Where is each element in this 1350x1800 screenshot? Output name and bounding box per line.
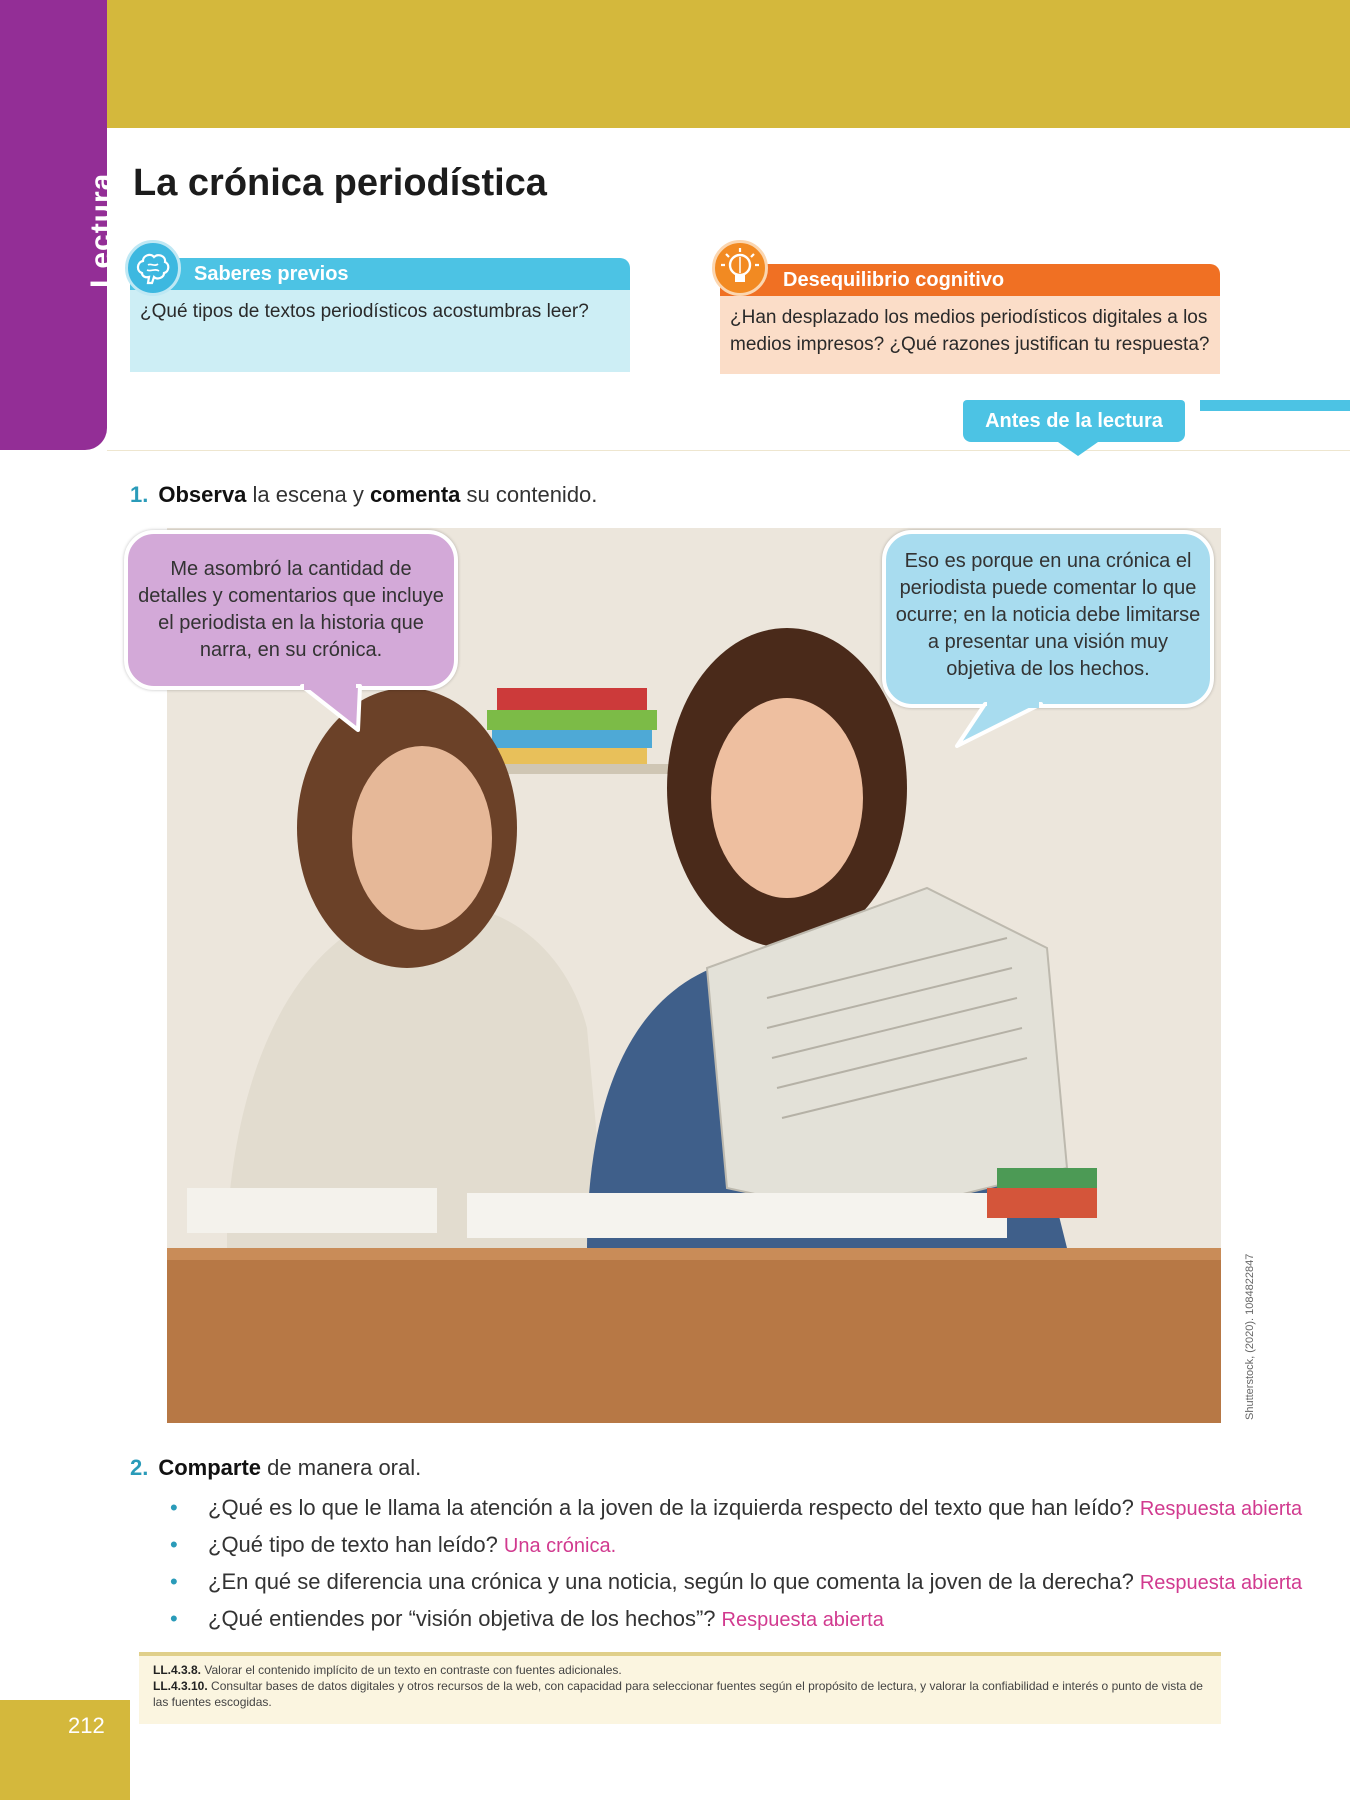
curriculum-code: LL.4.3.8. [153,1663,202,1677]
page-number: 212 [68,1713,105,1738]
desequilibrio-text: ¿Han desplazado los medios periodísticos digitales a los medios impresos? ¿Qué razones justifican tu respuesta? [720,296,1220,374]
curriculum-line [153,1662,1207,1678]
saberes-heading: Saberes previos [130,258,630,290]
speech-bubble-left-tail [300,684,370,734]
list-item [170,1527,1302,1564]
desequilibrio-heading: Desequilibrio cognitivo [720,264,1220,296]
saberes-text: ¿Qué tipos de textos periodísticos acostumbras leer? [130,290,630,372]
curriculum-text: Valorar el contenido implícito de un texto en contraste con fuentes adicionales. [204,1663,622,1677]
page-title: La crónica periodística [133,162,547,204]
brain-icon [125,240,181,296]
question-text: la escena y [246,482,370,507]
question-number: 1. [130,482,149,507]
list-item [170,1564,1302,1601]
saberes-previos-box [130,258,630,372]
curriculum-line [153,1678,1207,1710]
desequilibrio-box [720,264,1220,374]
question-2 [130,1455,421,1481]
question-verb: Observa [158,482,247,507]
speech-bubble-right-tail [955,702,1045,748]
curriculum-text: Consultar bases de datos digitales y otros recursos de la web, con capacidad para seleccionar fuentes según el propósito de lectura, y valorar la confiabilidad e interés o punto de vista de las fuentes escogidas. [153,1679,1203,1709]
list-item [170,1490,1302,1527]
page-number-block [0,1700,130,1800]
question-text: de manera oral. [261,1455,422,1480]
question-list [170,1490,1302,1638]
list-item-question: ¿Qué es lo que le llama la atención a la joven de la izquierda respecto del texto que han leído? [208,1495,1134,1520]
list-item [170,1601,1302,1638]
list-item-answer: Respuesta abierta [1139,1498,1303,1520]
top-color-band [107,0,1350,128]
curriculum-code: LL.4.3.10. [153,1679,208,1693]
section-label: Lectura [85,172,118,288]
list-item-question: ¿En qué se diferencia una crónica y una noticia, según lo que comenta la joven de la derecha? [208,1569,1134,1594]
list-item-question: ¿Qué tipo de texto han leído? [208,1532,498,1557]
section-side-tab [0,0,118,450]
speech-bubble-left: Me asombró la cantidad de detalles y comentarios que incluye el periodista en la historia que narra, en su crónica. [124,530,458,690]
speech-bubble-right: Eso es porque en una crónica el periodista puede comentar lo que ocurre; en la noticia debe limitarse a presentar una visión muy objetiva de los hechos. [882,530,1214,708]
antes-de-la-lectura-label: Antes de la lectura [963,400,1185,442]
curriculum-footer [139,1652,1221,1724]
question-text: su contenido. [460,482,598,507]
section-marker-line [1200,400,1350,411]
question-verb: Comparte [158,1455,262,1480]
list-item-question: ¿Qué entiendes por “visión objetiva de los hechos”? [208,1606,716,1631]
question-verb: comenta [369,482,461,507]
question-1 [130,482,597,508]
list-item-answer: Respuesta abierta [721,1609,884,1631]
list-item-answer: Respuesta abierta [1139,1572,1303,1594]
lightbulb-icon [712,240,768,296]
section-marker-pointer [1058,442,1098,456]
question-number: 2. [130,1455,149,1480]
photo-credit: Shutterstock, (2020). 1084822847 [1244,1253,1256,1420]
list-item-answer: Una crónica. [503,1535,617,1557]
